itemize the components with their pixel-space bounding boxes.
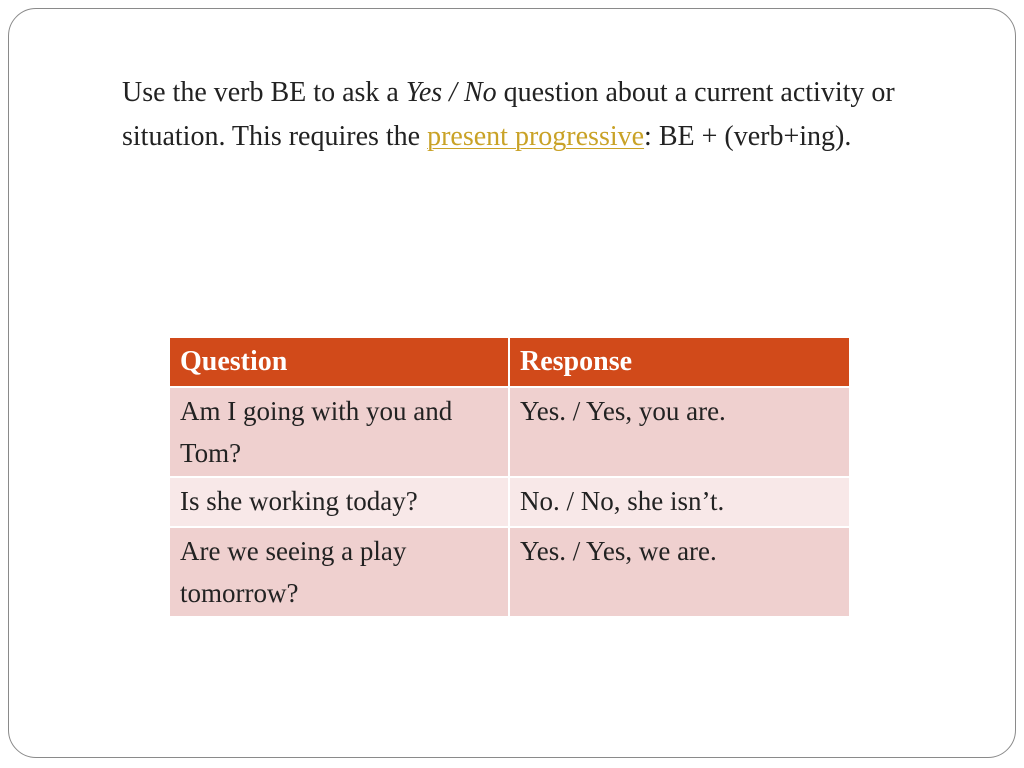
intro-paragraph [122, 71, 952, 159]
header-question: Question [169, 337, 509, 387]
response-cell: Yes. / Yes, you are. [509, 387, 850, 477]
response-cell: No. / No, she isn’t. [509, 477, 850, 527]
table-row [169, 527, 850, 617]
intro-yes: Yes [405, 77, 443, 108]
intro-text-2: question about a current activity or situation. This requires the [122, 77, 895, 152]
present-progressive-link[interactable]: present progressive [427, 121, 645, 152]
question-response-table [168, 336, 851, 618]
table-row [169, 477, 850, 527]
question-cell: Am I going with you and Tom? [169, 387, 509, 477]
intro-slash: / [442, 77, 464, 108]
question-cell: Are we seeing a play tomorrow? [169, 527, 509, 617]
response-cell: Yes. / Yes, we are. [509, 527, 850, 617]
table-header-row [169, 337, 850, 387]
intro-text-1: Use the verb BE to ask a [122, 77, 406, 108]
table-row [169, 387, 850, 477]
header-response: Response [509, 337, 850, 387]
intro-no: No [463, 77, 497, 108]
intro-text-3: : BE + (verb+ing). [644, 121, 852, 152]
question-cell: Is she working today? [169, 477, 509, 527]
